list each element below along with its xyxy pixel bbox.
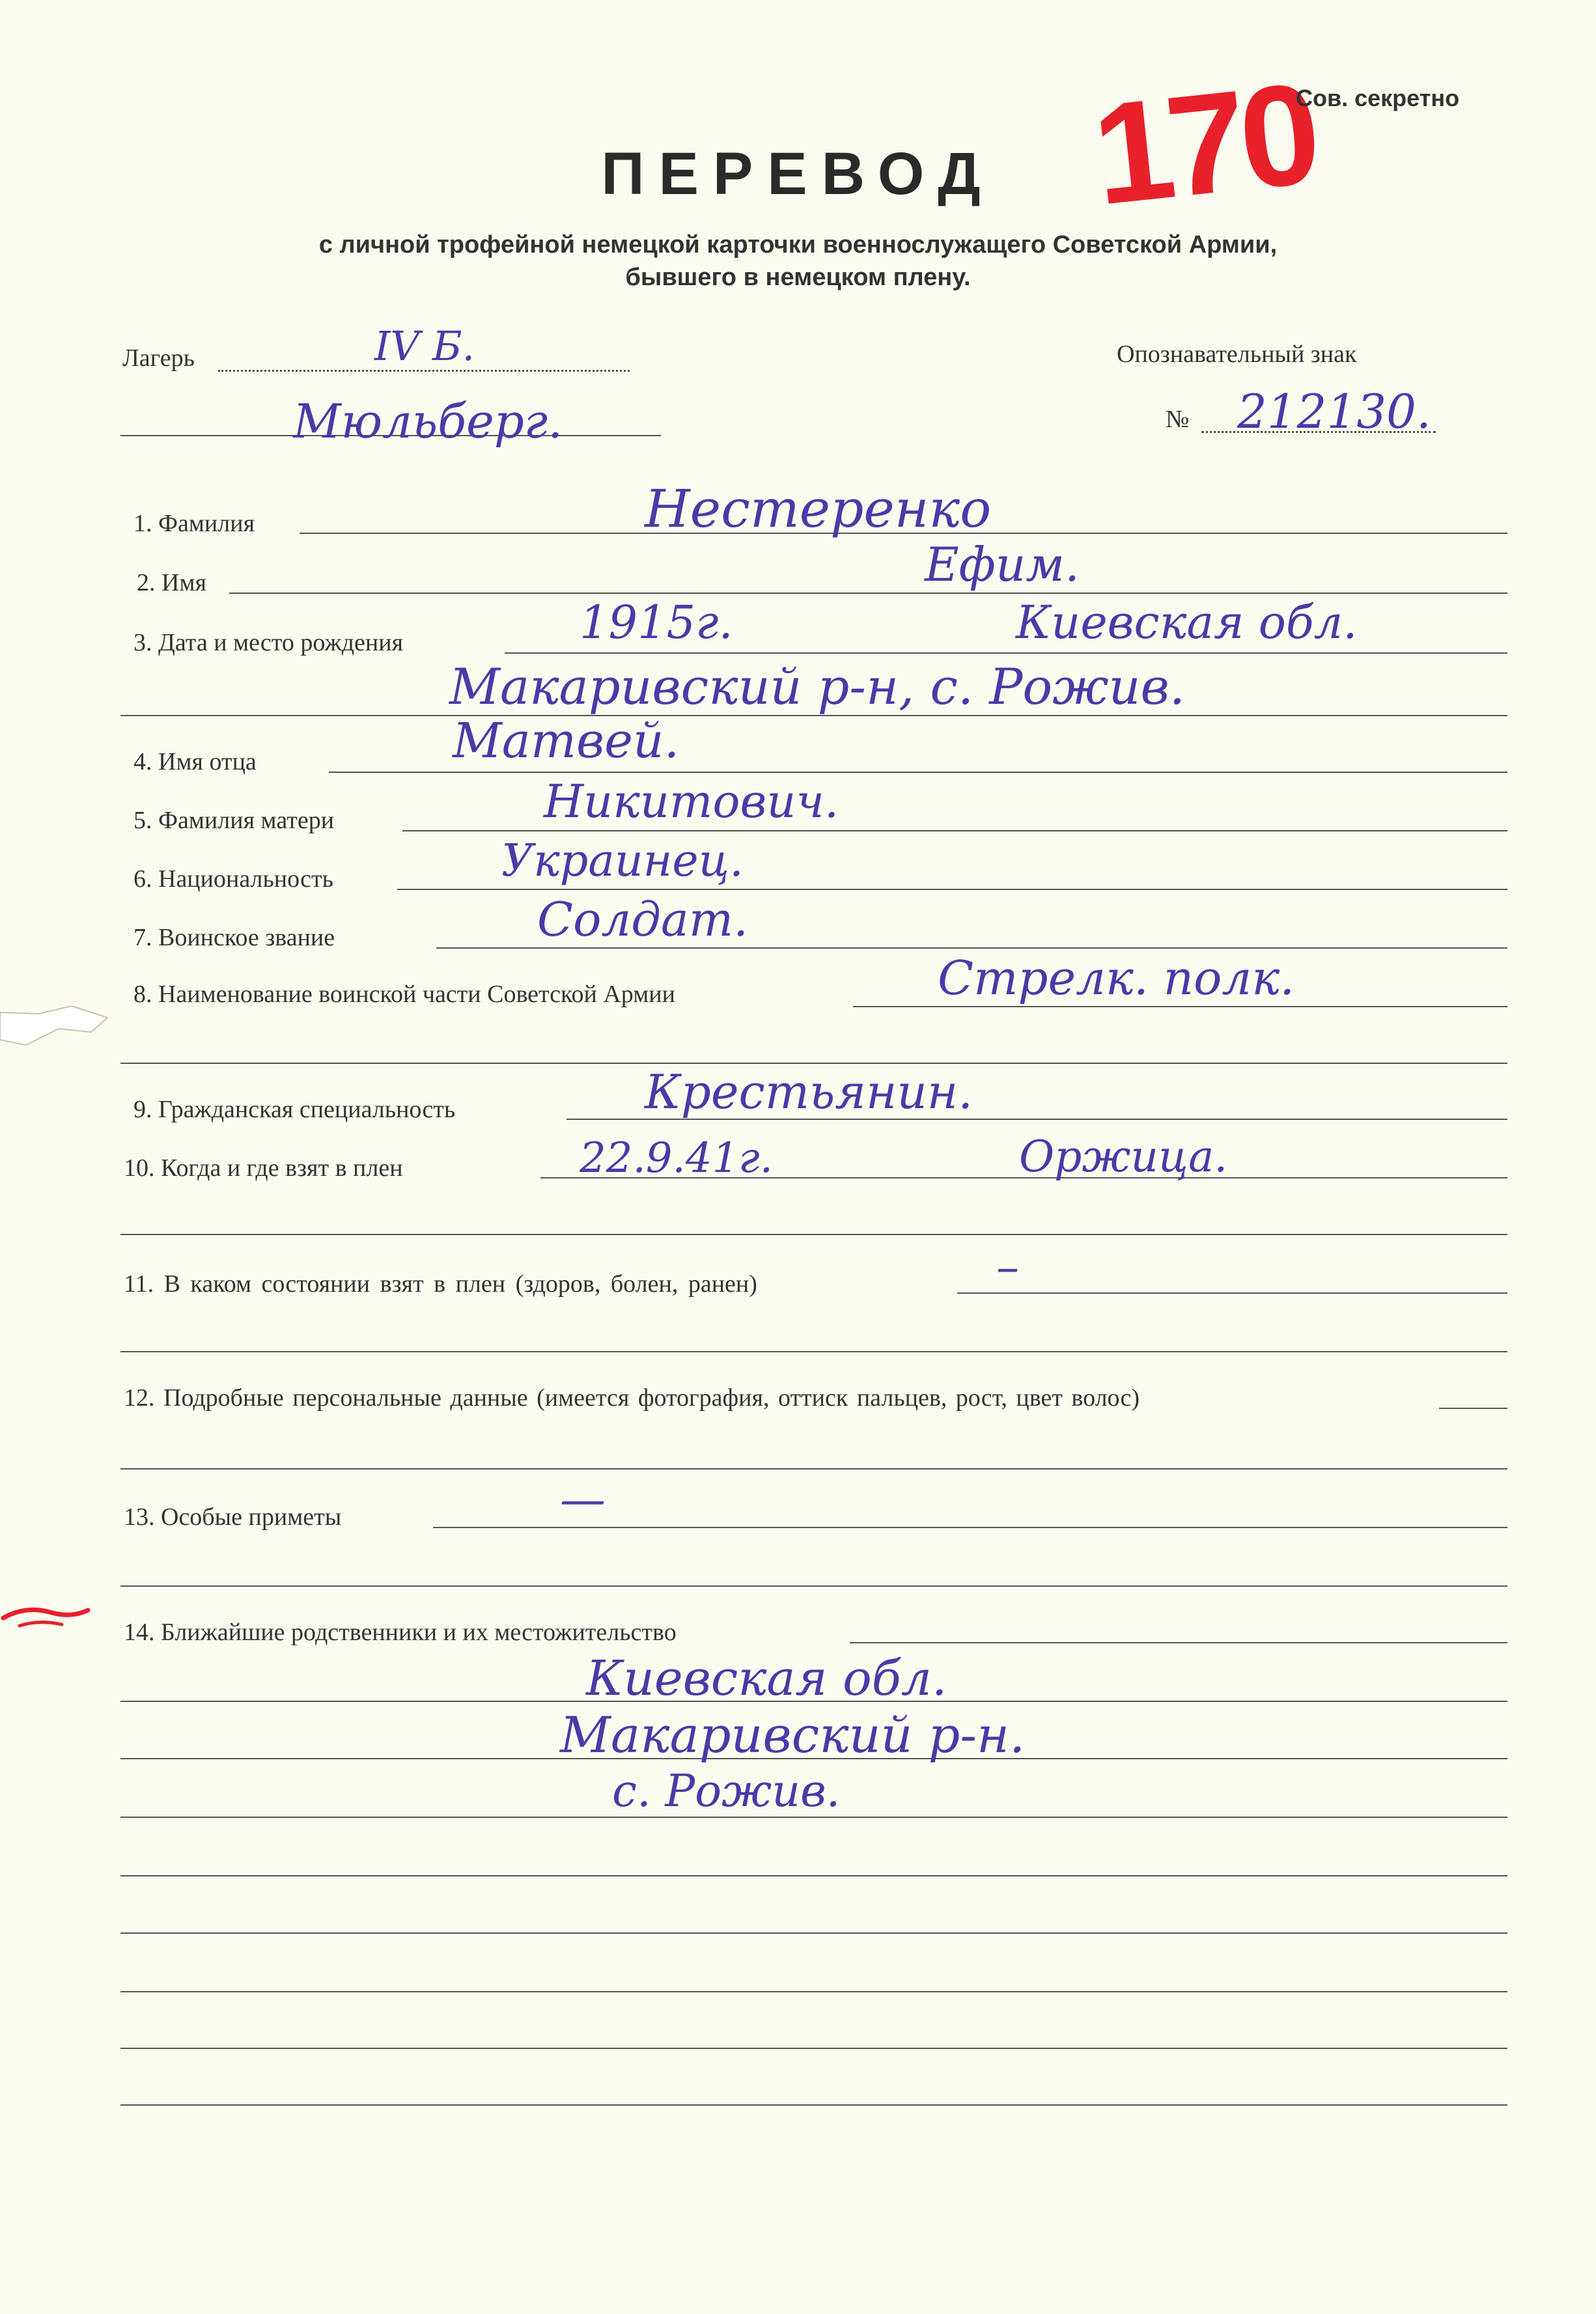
field-4-label: 4. Имя отца bbox=[133, 748, 257, 775]
field-10-value-b: Оржица. bbox=[1019, 1132, 1228, 1182]
field-8-label: 8. Наименование воинской части Советской Армии bbox=[133, 981, 675, 1008]
field-1-label: 1. Фамилия bbox=[133, 510, 255, 537]
camp-value-2: Мюльберг. bbox=[293, 394, 563, 449]
field-13-line-2 bbox=[120, 1585, 1507, 1587]
id-tag-value: 212130. bbox=[1237, 384, 1431, 439]
field-6-value: Украинец. bbox=[501, 835, 744, 887]
field-11-line-2 bbox=[120, 1351, 1507, 1352]
field-9-value: Крестьянин. bbox=[645, 1065, 973, 1119]
blank-line-1 bbox=[120, 1875, 1507, 1876]
id-tag-label: Опознавательный знак bbox=[1117, 341, 1357, 368]
subtitle-line-2: бывшего в немецком плену. bbox=[625, 264, 971, 291]
field-6-line bbox=[397, 889, 1507, 890]
field-3-value-c: Макаривский р-н, с. Рожив. bbox=[449, 658, 1185, 716]
field-8-value: Стрелк. полк. bbox=[938, 951, 1295, 1005]
field-12-line bbox=[1439, 1408, 1507, 1409]
field-12-line-2 bbox=[120, 1468, 1507, 1470]
subtitle-line-1: с личной трофейной немецкой карточки военнослужащего Советской Армии, bbox=[318, 231, 1278, 258]
field-4-value: Матвей. bbox=[453, 713, 680, 769]
red-pencil-mark bbox=[0, 1598, 91, 1638]
field-9-label: 9. Гражданская специальность bbox=[133, 1096, 456, 1123]
field-5-label: 5. Фамилия матери bbox=[133, 807, 335, 834]
field-1-value: Нестеренко bbox=[645, 479, 992, 539]
blank-line-3 bbox=[120, 1991, 1507, 1992]
field-2-label: 2. Имя bbox=[137, 569, 206, 596]
torn-edge-mark bbox=[0, 1006, 111, 1058]
blank-line-4 bbox=[120, 2048, 1507, 2049]
field-10-line-2 bbox=[120, 1234, 1507, 1235]
field-7-line bbox=[436, 947, 1507, 949]
field-3-value: 1915г. bbox=[580, 596, 733, 649]
field-10-label: 10. Когда и где взят в плен bbox=[124, 1154, 403, 1182]
camp-label: Лагерь bbox=[122, 344, 195, 372]
field-8-line bbox=[853, 1006, 1507, 1007]
field-3-label: 3. Дата и место рождения bbox=[133, 629, 404, 656]
field-14-value-c: с. Рожив. bbox=[612, 1766, 841, 1817]
camp-line bbox=[218, 370, 630, 372]
blank-line-2 bbox=[120, 1932, 1507, 1934]
camp-value: IV Б. bbox=[374, 322, 475, 370]
field-3-line bbox=[505, 652, 1507, 654]
field-14-value-b: Макаривский р-н. bbox=[560, 1706, 1026, 1764]
field-11-value: – bbox=[996, 1240, 1019, 1294]
field-5-value: Никитович. bbox=[544, 775, 839, 828]
field-5-line bbox=[402, 830, 1507, 831]
field-13-label: 13. Особые приметы bbox=[124, 1503, 342, 1531]
field-13-line bbox=[433, 1527, 1507, 1528]
blank-line-5 bbox=[120, 2104, 1507, 2106]
field-3-value-b: Киевская обл. bbox=[1016, 596, 1358, 649]
field-6-label: 6. Национальность bbox=[133, 865, 333, 893]
field-12-label: 12. Подробные персональные данные (имеется фотография, оттиск пальцев, рост, цвет волос) bbox=[124, 1384, 1140, 1412]
field-8-line-2 bbox=[120, 1063, 1507, 1064]
field-2-value: Ефим. bbox=[925, 537, 1080, 592]
field-13-value: — bbox=[560, 1473, 606, 1526]
field-11-line bbox=[957, 1292, 1507, 1294]
field-14-value: Киевская обл. bbox=[586, 1651, 947, 1707]
field-14-label: 14. Ближайшие родственники и их местожительство bbox=[124, 1619, 677, 1646]
field-11-label: 11. В каком состоянии взят в плен (здоров, болен, ранен) bbox=[124, 1270, 757, 1298]
id-tag-number-sign: № bbox=[1166, 406, 1190, 433]
field-10-value: 22.9.41г. bbox=[580, 1134, 773, 1182]
field-7-label: 7. Воинское звание bbox=[133, 924, 335, 951]
field-7-value: Солдат. bbox=[537, 892, 748, 947]
field-4-line bbox=[329, 772, 1507, 773]
field-2-line bbox=[229, 592, 1507, 594]
field-14-line bbox=[850, 1642, 1507, 1643]
document-title: ПЕРЕВОД bbox=[601, 141, 995, 207]
secrecy-mark: Сов. секретно bbox=[1296, 85, 1460, 111]
red-file-number: 170 bbox=[1086, 53, 1321, 235]
